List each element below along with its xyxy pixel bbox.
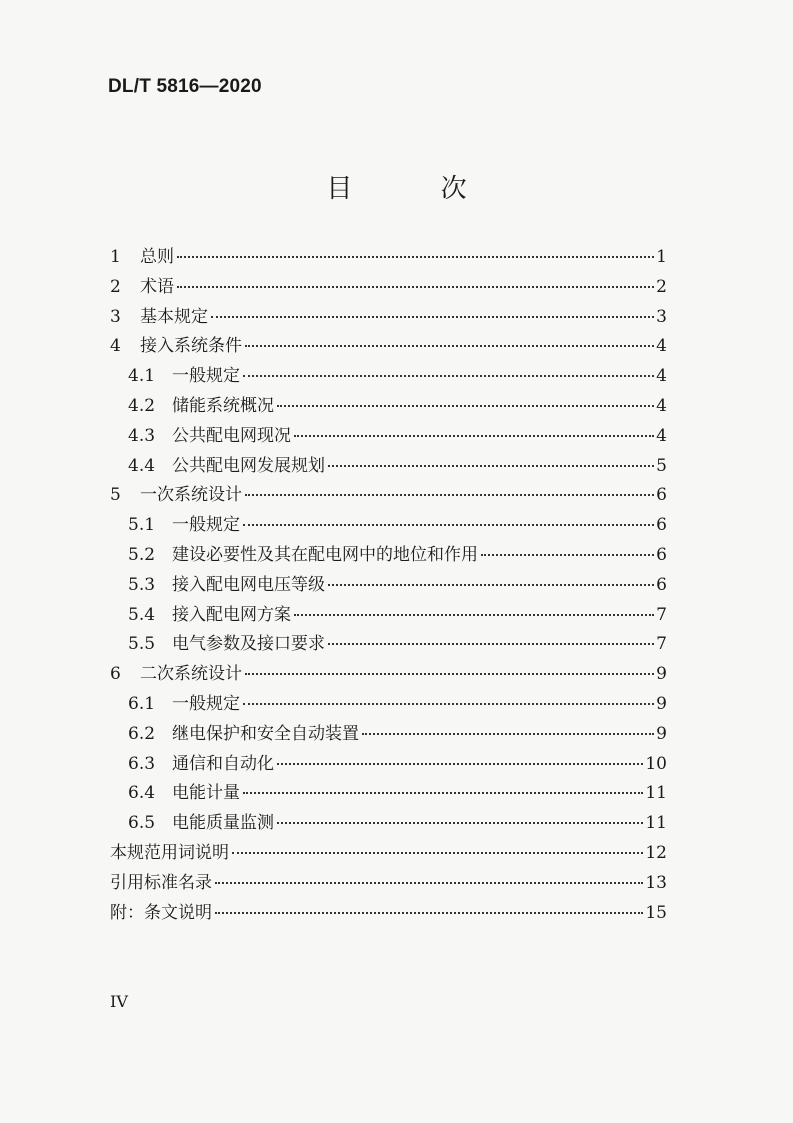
toc-dot-leader xyxy=(215,882,643,884)
toc-entry-number: 2 xyxy=(110,276,121,297)
toc-dot-leader xyxy=(243,375,654,377)
toc-entry-number: 6.2 xyxy=(128,723,156,744)
toc-entry[interactable] xyxy=(110,719,667,749)
toc-title-text: 目 次 xyxy=(326,174,507,204)
toc-entry-label: 接入配电网电压等级 xyxy=(172,574,325,595)
toc-entry-number: 5.5 xyxy=(128,634,156,655)
toc-entry-label: 建设必要性及其在配电网中的地位和作用 xyxy=(172,544,478,565)
toc-entry[interactable] xyxy=(110,451,667,481)
toc-entry[interactable] xyxy=(110,659,667,689)
toc-entry-page: 10 xyxy=(645,753,667,774)
toc-entry-number: 6.3 xyxy=(128,753,156,774)
toc-entry[interactable] xyxy=(110,421,667,451)
toc-entry[interactable] xyxy=(110,540,667,570)
toc-entry-label: 一次系统设计 xyxy=(140,485,242,506)
document-code: DL/T 5816—2020 xyxy=(108,76,262,97)
toc-entry-label: 电能计量 xyxy=(172,783,240,804)
toc-entry-page: 12 xyxy=(645,842,667,863)
toc-dot-leader xyxy=(243,703,654,705)
toc-entry-page: 7 xyxy=(656,634,667,655)
toc-entry-label: 附：条文说明 xyxy=(110,902,212,923)
toc-entry-page: 7 xyxy=(656,604,667,625)
toc-entry-label: 术语 xyxy=(140,276,174,297)
toc-entry[interactable] xyxy=(110,480,667,510)
toc-entry-page: 9 xyxy=(656,723,667,744)
toc-entry-page: 3 xyxy=(656,306,667,327)
toc-entry[interactable] xyxy=(110,629,667,659)
toc-entry-label: 基本规定 xyxy=(140,306,208,327)
toc-entry-page: 1 xyxy=(656,247,667,267)
toc-entry-page: 6 xyxy=(656,485,667,506)
toc-entry[interactable] xyxy=(110,510,667,540)
toc-entry[interactable] xyxy=(110,868,667,898)
toc-entry-number: 4 xyxy=(110,336,121,357)
toc-entry-page: 2 xyxy=(656,276,667,297)
toc-entry[interactable] xyxy=(110,331,667,361)
toc-entry-number: 5.1 xyxy=(128,515,156,536)
toc-dot-leader xyxy=(245,494,654,496)
toc-entry[interactable] xyxy=(110,808,667,838)
toc-entry-page: 6 xyxy=(656,544,667,565)
toc-entry-page: 15 xyxy=(645,902,667,923)
toc-dot-leader xyxy=(215,912,643,914)
toc-entry[interactable] xyxy=(110,570,667,600)
toc-entry-page: 4 xyxy=(656,366,667,387)
toc-entry-label: 储能系统概况 xyxy=(172,395,274,416)
toc-entry-page: 11 xyxy=(645,783,667,804)
toc-entry[interactable] xyxy=(110,391,667,421)
toc-entry-number: 6.4 xyxy=(128,783,156,804)
toc-entry-number: 3 xyxy=(110,306,121,327)
toc-entry-number: 5.3 xyxy=(128,574,156,595)
toc-entry-number: 6.5 xyxy=(128,813,156,834)
toc-entry-number: 5.4 xyxy=(128,604,156,625)
toc-entry-label: 二次系统设计 xyxy=(140,664,242,685)
toc-entry-page: 13 xyxy=(645,872,667,893)
toc-entry[interactable] xyxy=(110,242,667,272)
toc-entry[interactable] xyxy=(110,749,667,779)
toc-entry-page: 4 xyxy=(656,336,667,357)
toc-entry-label: 总则 xyxy=(140,247,174,267)
toc-entry-number: 5.2 xyxy=(128,544,156,565)
toc-entry[interactable] xyxy=(110,361,667,391)
toc-entry-page: 5 xyxy=(656,455,667,476)
toc-dot-leader xyxy=(177,286,654,288)
toc-dot-leader xyxy=(245,673,654,675)
toc-entry[interactable] xyxy=(110,898,667,928)
toc-entry-page: 9 xyxy=(656,693,667,714)
toc-entry-label: 电能质量监测 xyxy=(172,813,274,834)
toc-entry[interactable] xyxy=(110,272,667,302)
toc-dot-leader xyxy=(294,614,654,616)
toc-dot-leader xyxy=(328,584,654,586)
toc-entry-label: 通信和自动化 xyxy=(172,753,274,774)
toc-dot-leader xyxy=(232,852,643,854)
toc-dot-leader xyxy=(177,256,654,258)
toc-entry-label: 继电保护和安全自动装置 xyxy=(172,723,359,744)
toc-entry-label: 一般规定 xyxy=(172,515,240,536)
toc-entry-page: 6 xyxy=(656,515,667,536)
toc-entry[interactable] xyxy=(110,689,667,719)
toc-entry-label: 接入配电网方案 xyxy=(172,604,291,625)
toc-dot-leader xyxy=(245,345,654,347)
toc-dot-leader xyxy=(328,465,654,467)
page-number: IV xyxy=(110,992,128,1011)
toc-entry-label: 公共配电网现况 xyxy=(172,425,291,446)
toc-dot-leader xyxy=(294,435,654,437)
toc-entry[interactable] xyxy=(110,778,667,808)
toc-entry-label: 一般规定 xyxy=(172,693,240,714)
toc-dot-leader xyxy=(243,792,643,794)
toc-title xyxy=(0,168,793,205)
toc-entry[interactable] xyxy=(110,302,667,332)
toc-entry-number: 6.1 xyxy=(128,693,156,714)
toc-entry-label: 本规范用词说明 xyxy=(110,842,229,863)
toc-dot-leader xyxy=(211,316,654,318)
toc-entry-label: 公共配电网发展规划 xyxy=(172,455,325,476)
toc-dot-leader xyxy=(362,733,654,735)
toc-dot-leader xyxy=(481,554,654,556)
toc-entry-label: 接入系统条件 xyxy=(140,336,242,357)
toc-entry[interactable] xyxy=(110,838,667,868)
toc-entry-number: 4.1 xyxy=(128,366,156,387)
toc-dot-leader xyxy=(243,524,654,526)
toc-entry-label: 引用标准名录 xyxy=(110,872,212,893)
toc-entry-number: 4.3 xyxy=(128,425,156,446)
toc-entry-number: 1 xyxy=(110,247,121,267)
toc-entry-page: 9 xyxy=(656,664,667,685)
toc-entry-page: 11 xyxy=(645,813,667,834)
table-of-contents xyxy=(110,242,667,927)
toc-entry-page: 6 xyxy=(656,574,667,595)
toc-entry-number: 6 xyxy=(110,664,121,685)
toc-entry-number: 5 xyxy=(110,485,121,506)
toc-dot-leader xyxy=(277,822,643,824)
toc-dot-leader xyxy=(277,405,654,407)
toc-entry-page: 4 xyxy=(656,425,667,446)
toc-entry-number: 4.2 xyxy=(128,395,156,416)
toc-dot-leader xyxy=(277,763,643,765)
toc-entry-number: 4.4 xyxy=(128,455,156,476)
toc-entry-label: 一般规定 xyxy=(172,366,240,387)
toc-entry-page: 4 xyxy=(656,395,667,416)
toc-entry[interactable] xyxy=(110,600,667,630)
toc-dot-leader xyxy=(328,643,654,645)
toc-entry-label: 电气参数及接口要求 xyxy=(172,634,325,655)
